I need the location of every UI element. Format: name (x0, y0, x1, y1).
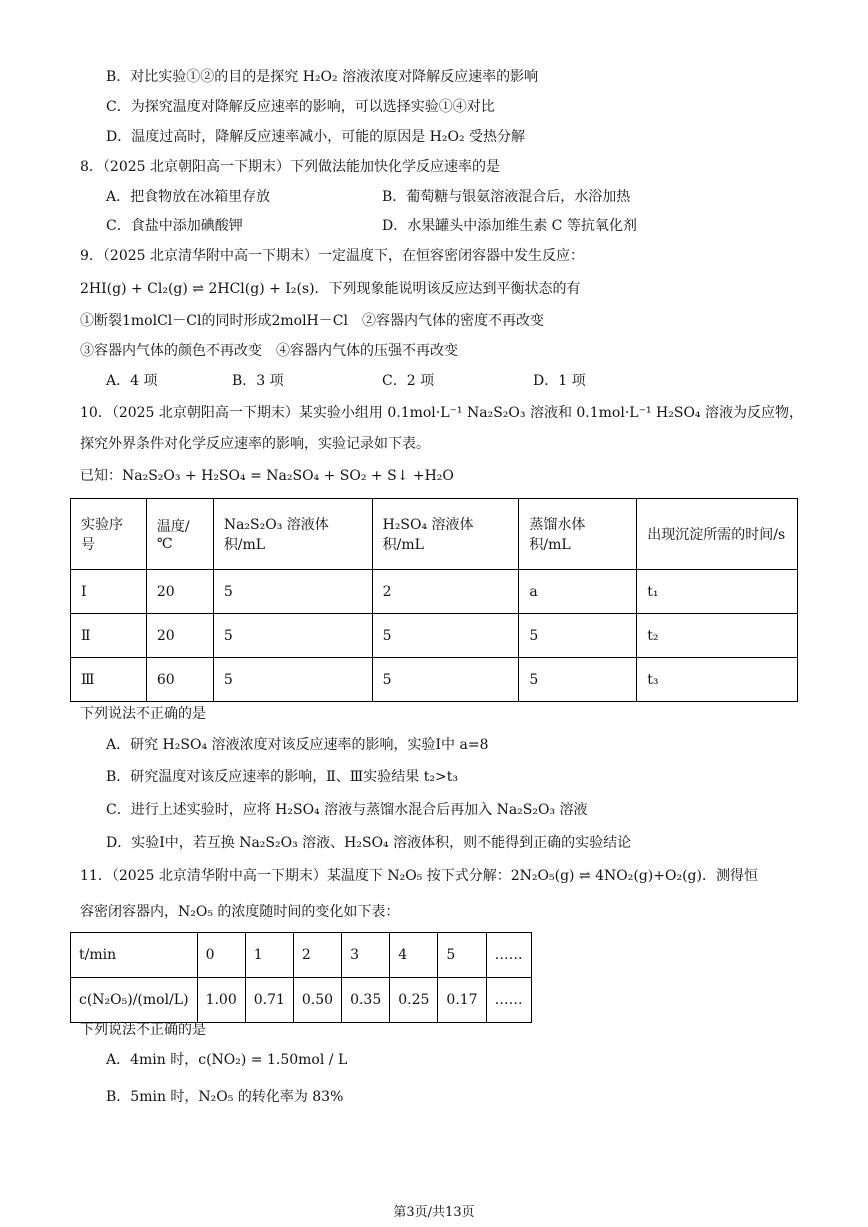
q11-question: 下列说法不正确的是 (80, 1022, 206, 1038)
q9-items-1: ①断裂1molCl－Cl的同时形成2molH－Cl ②容器内气体的密度不再改变 (80, 313, 544, 329)
table-cell: 3 (342, 933, 390, 978)
q10-stem-1: 10．（2025 北京朝阳高一下期末）某实验小组用 0.1mol·L⁻¹ Na₂S₂O₃ 溶液和 0.1mol·L⁻¹ H₂SO₄ 溶液为反应物， (80, 405, 803, 421)
q9-option-a: A．4 项 (106, 373, 158, 389)
table-cell: 1.00 (197, 978, 245, 1023)
q11-stem-1: 11．（2025 北京清华附中高一下期末）某温度下 N₂O₅ 按下式分解：2N₂O₅(g) ⇌ 4NO₂(g)+O₂(g)．测得恒 (80, 868, 758, 884)
table-cell: 0.71 (245, 978, 293, 1023)
table-cell: …… (486, 933, 531, 978)
q9-stem: 9．（2025 北京清华附中高一下期末）一定温度下，在恒容密闭容器中发生反应： (80, 248, 584, 264)
table-cell: 2 (293, 933, 341, 978)
q8-option-d: D．水果罐头中添加维生素 C 等抗氧化剂 (382, 218, 637, 234)
table-header-cell: 出现沉淀所需的时间/s (637, 499, 798, 570)
q8-option-a: A．把食物放在冰箱里存放 (106, 189, 271, 205)
table-cell: 20 (146, 614, 213, 658)
table-row (71, 570, 798, 614)
table-header-cell: 蒸馏水体积/mL (519, 499, 637, 570)
q9-option-d: D．1 项 (533, 373, 586, 389)
table-cell: 5 (438, 933, 486, 978)
table-cell: Ⅲ (71, 658, 147, 702)
table-cell: …… (486, 978, 531, 1023)
q9-equation: 2HI(g) + Cl₂(g) ⇌ 2HCl(g) + I₂(s)．下列现象能说明该反应达到平衡状态的有 (80, 281, 581, 297)
table-cell: 5 (213, 570, 372, 614)
table-header-cell: 温度/℃ (146, 499, 213, 570)
table-row (71, 614, 798, 658)
table-cell: t₂ (637, 614, 798, 658)
q10-option-d: D．实验Ⅰ中，若互换 Na₂S₂O₃ 溶液、H₂SO₄ 溶液体积，则不能得到正确的实验结论 (106, 835, 632, 851)
q9-items-2: ③容器内气体的颜色不再改变 ④容器内气体的压强不再改变 (80, 343, 458, 359)
table-cell: t/min (71, 933, 198, 978)
q10-known: 已知：Na₂S₂O₃ + H₂SO₄ = Na₂SO₄ + SO₂ + S↓ +H₂O (80, 468, 454, 484)
q11-option-b: B．5min 时，N₂O₅ 的转化率为 83% (106, 1089, 344, 1105)
table-cell: 2 (372, 570, 519, 614)
q7-option-d: D．温度过高时，降解反应速率减小，可能的原因是 H₂O₂ 受热分解 (106, 129, 526, 145)
table-cell: c(N₂O₅)/(mol/L) (71, 978, 198, 1023)
table-row (71, 933, 532, 978)
table-cell: 0.25 (390, 978, 438, 1023)
table-cell: 1 (245, 933, 293, 978)
q10-question: 下列说法不正确的是 (80, 706, 206, 722)
q9-option-c: C．2 项 (382, 373, 435, 389)
q11-table (70, 932, 532, 1023)
table-cell: 0.17 (438, 978, 486, 1023)
q10-table-header (71, 499, 798, 570)
table-cell: 5 (372, 614, 519, 658)
table-cell: 5 (519, 614, 637, 658)
table-cell: 5 (213, 614, 372, 658)
table-cell: 0 (197, 933, 245, 978)
table-header-cell: 实验序号 (71, 499, 147, 570)
table-cell: Ⅱ (71, 614, 147, 658)
q8-option-b: B．葡萄糖与银氨溶液混合后，水浴加热 (382, 189, 631, 205)
table-row (71, 978, 532, 1023)
table-cell: 5 (519, 658, 637, 702)
q10-option-a: A．研究 H₂SO₄ 溶液浓度对该反应速率的影响，实验Ⅰ中 a=8 (106, 737, 489, 753)
table-header-cell: H₂SO₄ 溶液体积/mL (372, 499, 519, 570)
table-cell: a (519, 570, 637, 614)
table-cell: 4 (390, 933, 438, 978)
table-cell: 0.50 (293, 978, 341, 1023)
q9-option-b: B．3 项 (232, 373, 284, 389)
table-cell: 20 (146, 570, 213, 614)
q11-stem-2: 容密闭容器内，N₂O₅ 的浓度随时间的变化如下表： (80, 904, 400, 920)
q11-option-a: A．4min 时，c(NO₂) = 1.50mol / L (106, 1052, 348, 1068)
table-row (71, 658, 798, 702)
table-cell: Ⅰ (71, 570, 147, 614)
q10-option-b: B．研究温度对该反应速率的影响，Ⅱ、Ⅲ实验结果 t₂>t₃ (106, 769, 458, 785)
table-cell: t₁ (637, 570, 798, 614)
table-header-cell: Na₂S₂O₃ 溶液体积/mL (213, 499, 372, 570)
table-cell: 5 (372, 658, 519, 702)
q7-option-b: B．对比实验①②的目的是探究 H₂O₂ 溶液浓度对降解反应速率的影响 (106, 69, 539, 85)
q7-option-c: C．为探究温度对降解反应速率的影响，可以选择实验①④对比 (106, 99, 495, 115)
table-cell: 0.35 (342, 978, 390, 1023)
page-footer: 第3页/共13页 (393, 1205, 475, 1220)
q10-stem-2: 探究外界条件对化学反应速率的影响，实验记录如下表。 (80, 436, 430, 452)
table-cell: 5 (213, 658, 372, 702)
q10-table (70, 498, 798, 702)
q8-option-c: C．食盐中添加碘酸钾 (106, 218, 243, 234)
table-cell: 60 (146, 658, 213, 702)
q10-option-c: C．进行上述实验时，应将 H₂SO₄ 溶液与蒸馏水混合后再加入 Na₂S₂O₃ 溶液 (106, 802, 588, 818)
table-cell: t₃ (637, 658, 798, 702)
q8-stem: 8．（2025 北京朝阳高一下期末）下列做法能加快化学反应速率的是 (80, 159, 500, 175)
